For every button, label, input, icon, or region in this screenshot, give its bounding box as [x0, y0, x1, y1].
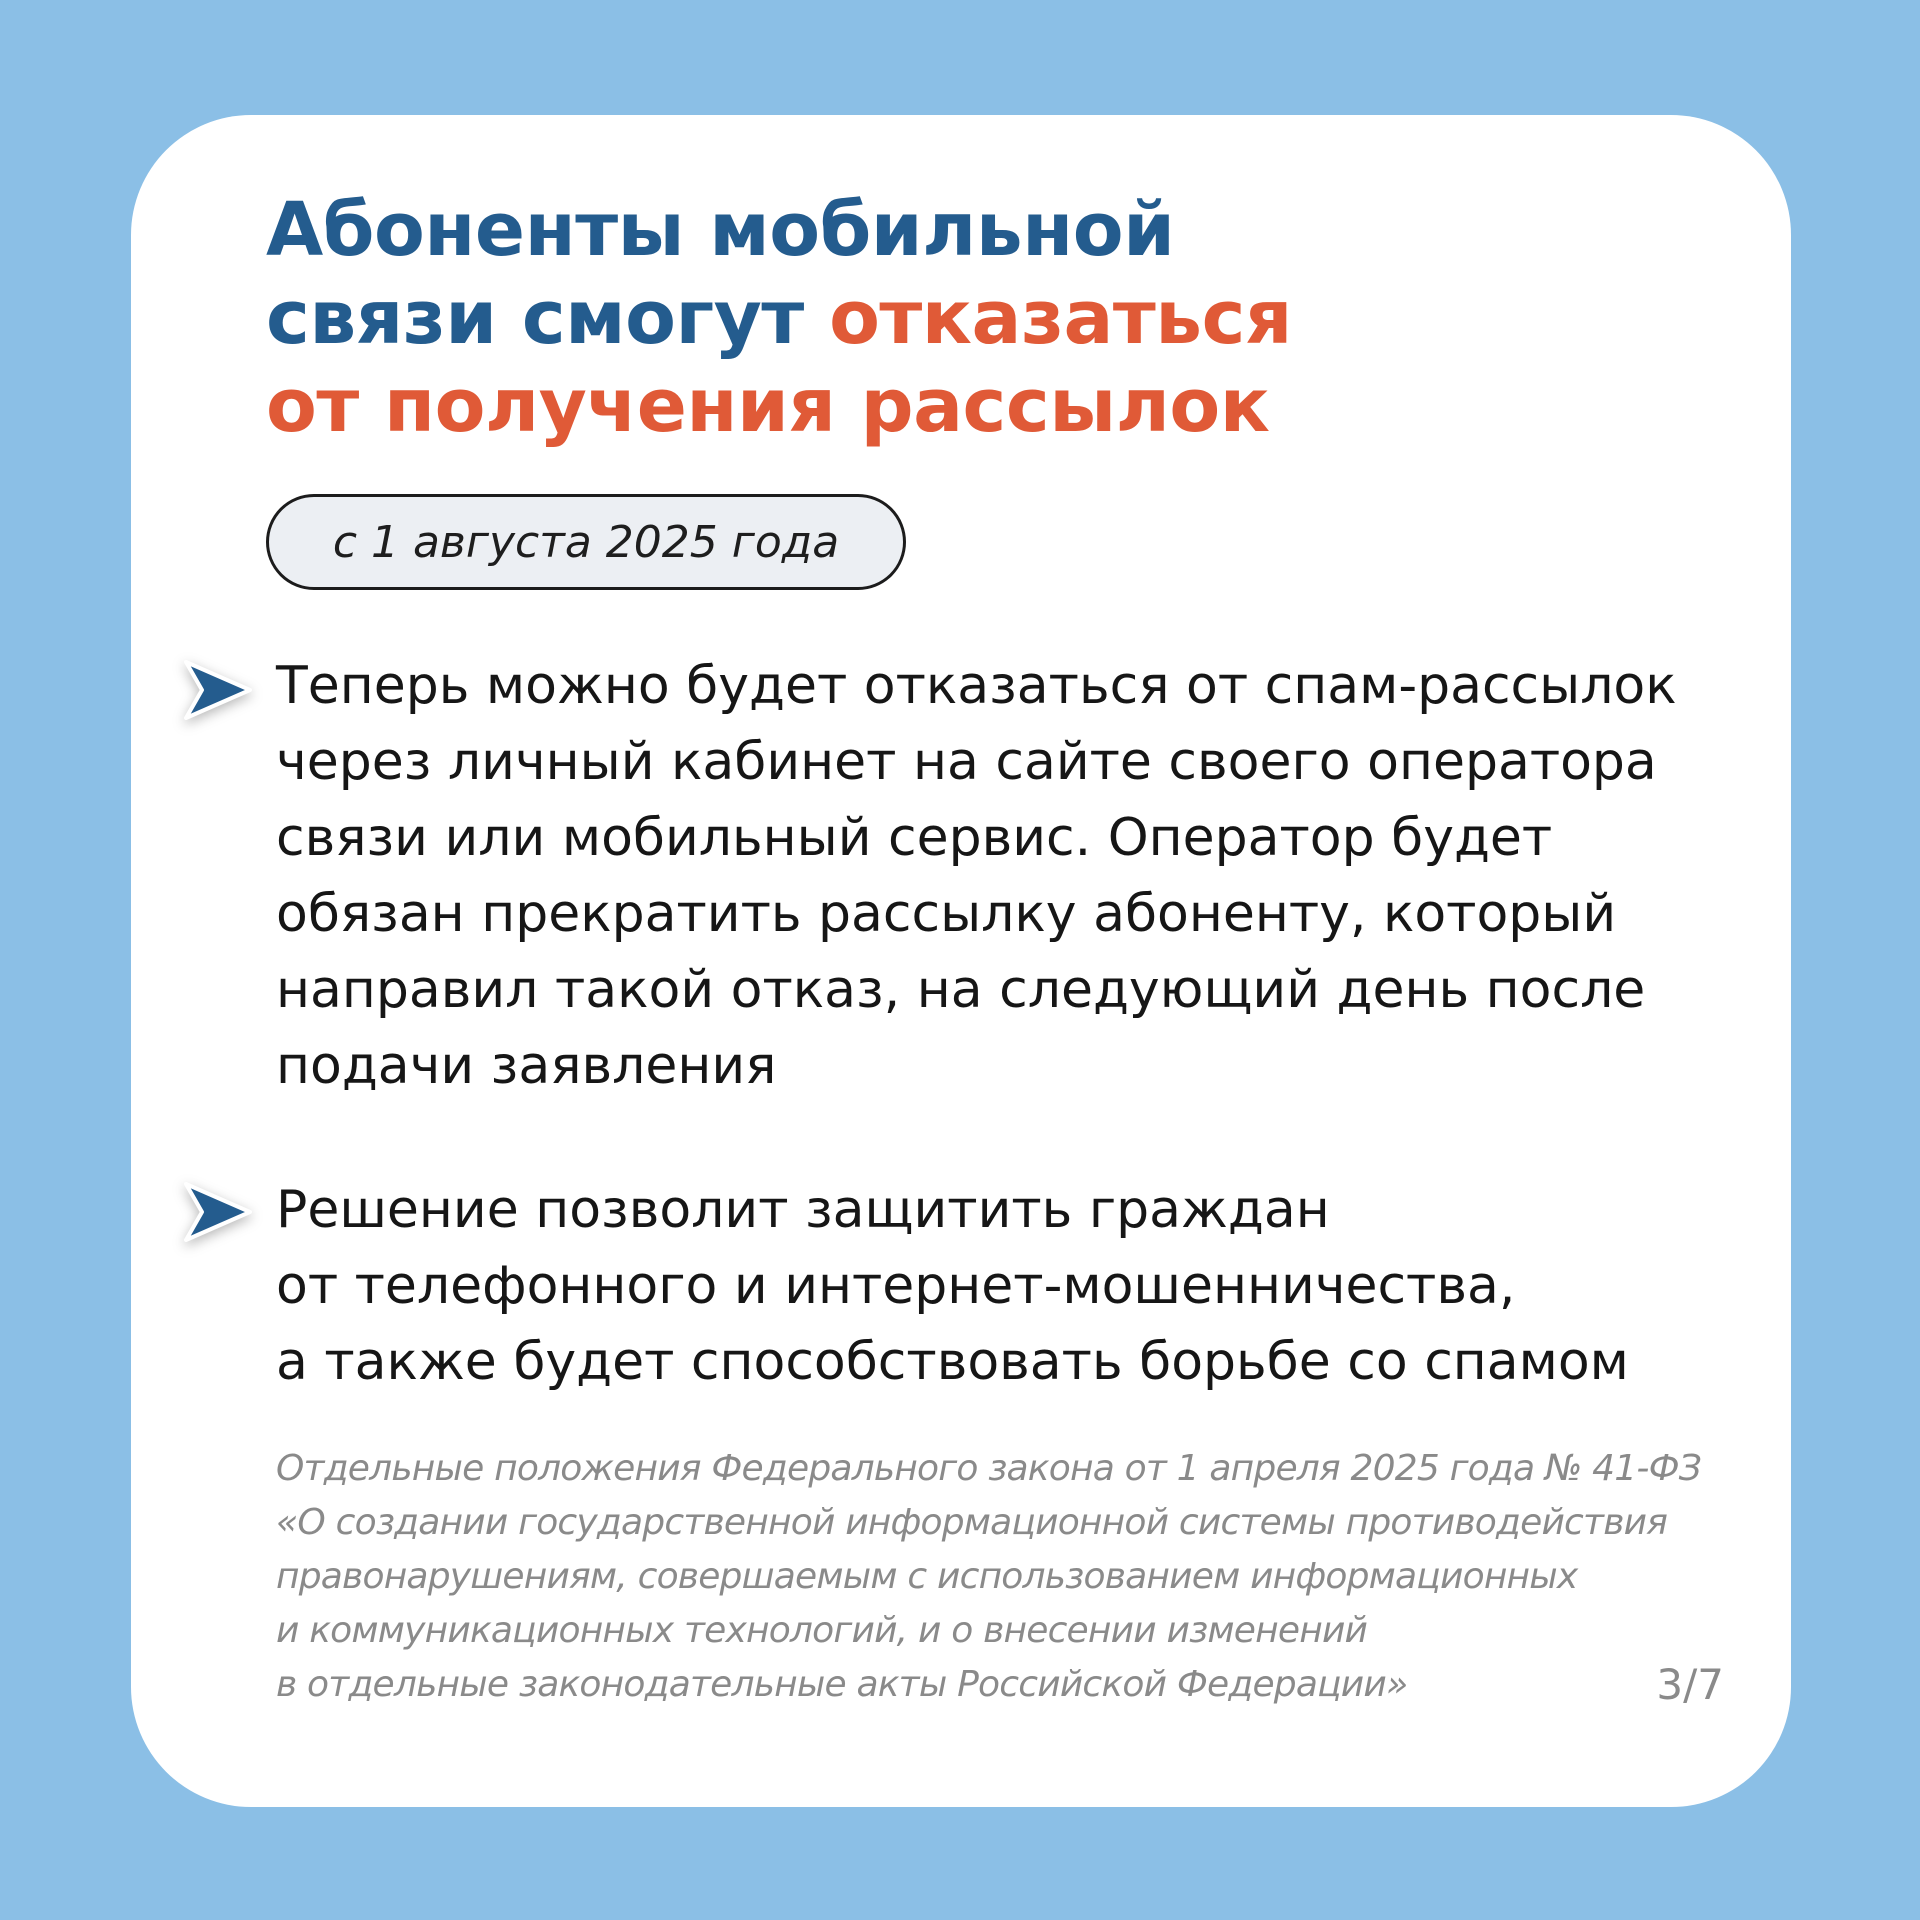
date-badge: с 1 августа 2025 года — [266, 494, 906, 590]
title-line-1: Абоненты мобильной — [266, 187, 1175, 273]
bullet-1-line: через личный кабинет на сайте своего оператора — [276, 732, 1657, 792]
bullet-point-2 — [276, 1172, 1629, 1400]
bullet-1-line: обязан прекратить рассылку абоненту, который — [276, 884, 1617, 944]
page-indicator: 3/7 — [1656, 1660, 1724, 1709]
footnote-line: «О создании государственной информационной системы противодействия — [276, 1502, 1668, 1543]
arrowhead-right-icon — [180, 658, 254, 722]
footnote-line: и коммуникационных технологий, и о внесении изменений — [276, 1610, 1368, 1651]
title-accent-word: отказаться — [829, 275, 1292, 361]
footnote-line: правонарушениям, совершаемым с использованием информационных — [276, 1556, 1578, 1597]
title-line-2 — [266, 274, 1292, 362]
bullet-1-line: направил такой отказ, на следующий день после — [276, 960, 1646, 1020]
bullet-1-line: подачи заявления — [276, 1036, 777, 1096]
legal-footnote — [276, 1442, 1701, 1712]
title-line-3: от получения рассылок — [266, 363, 1270, 449]
page-title — [266, 186, 1292, 450]
footnote-line: Отдельные положения Федерального закона от 1 апреля 2025 года № 41-ФЗ — [276, 1448, 1702, 1489]
bullet-2-line: от телефонного и интернет-мошенничества, — [276, 1256, 1516, 1316]
title-line-2-start: связи смогут — [266, 275, 830, 361]
bullet-point-1 — [276, 648, 1677, 1104]
bullet-1-line: связи или мобильный сервис. Оператор будет — [276, 808, 1553, 868]
bullet-2-line: Решение позволит защитить граждан — [276, 1180, 1330, 1240]
footnote-line: в отдельные законодательные акты Российской Федерации» — [276, 1664, 1408, 1705]
bullet-1-line: Теперь можно будет отказаться от спам-рассылок — [276, 656, 1677, 716]
arrowhead-right-icon — [180, 1180, 254, 1244]
bullet-2-line: а также будет способствовать борьбе со спамом — [276, 1332, 1629, 1392]
